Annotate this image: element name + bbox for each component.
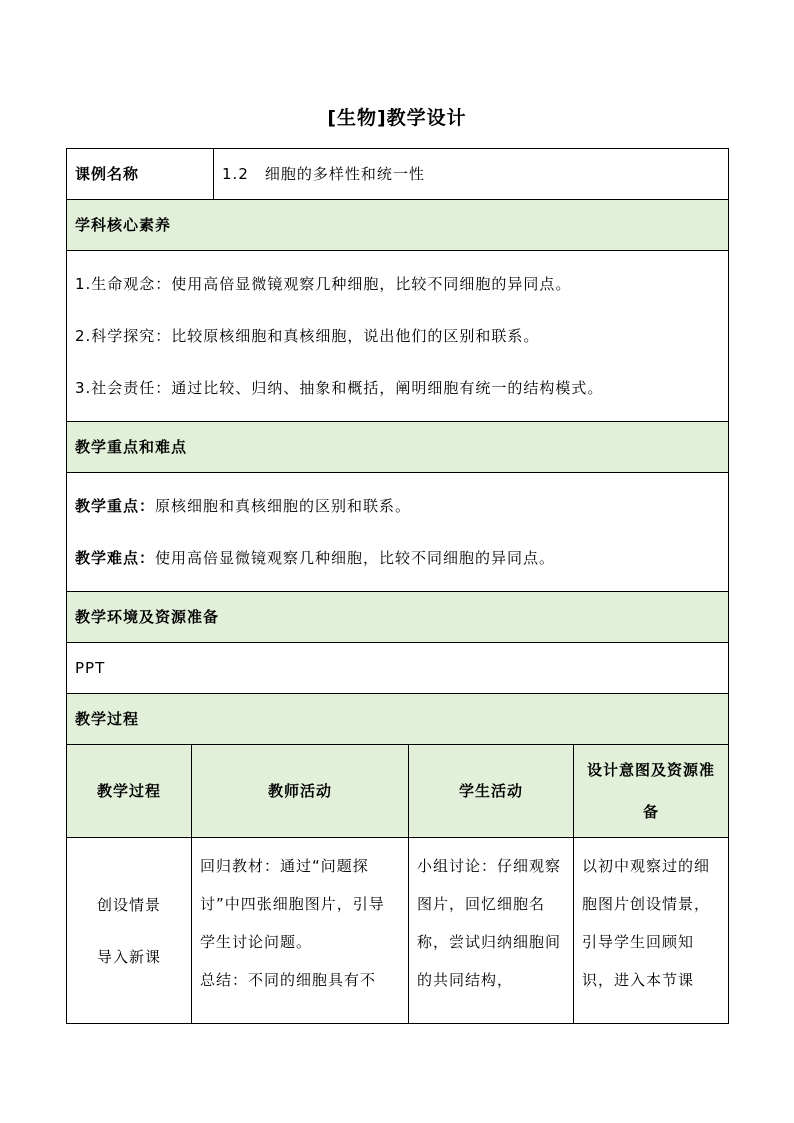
student-activity-cell <box>409 838 574 1024</box>
core-literacy-heading: 学科核心素养 <box>67 200 729 251</box>
teaching-difficulty <box>75 532 720 584</box>
teaching-focus <box>75 480 720 532</box>
teaching-difficulty-label: 教学难点： <box>75 549 156 567</box>
column-header-stage: 教学过程 <box>67 745 192 838</box>
lesson-name-row <box>67 149 729 200</box>
key-points-content-row <box>67 473 729 592</box>
lesson-name-label: 课例名称 <box>67 149 214 200</box>
student-activity-text: 小组讨论：仔细观察图片，回忆细胞名称，尝试归纳细胞间的共同结构， <box>417 857 562 989</box>
key-points-heading-row <box>67 422 729 473</box>
design-intent-text: 以初中观察过的细胞图片创设情景，引导学生回顾知识，进入本节课 <box>582 857 711 989</box>
process-stage-line: 导入新课 <box>96 947 161 966</box>
environment-heading-row <box>67 592 729 643</box>
core-literacy-heading-row <box>67 200 729 251</box>
key-points-heading: 教学重点和难点 <box>67 422 729 473</box>
teacher-activity-summary: 总结：不同的细胞具有不 <box>200 971 377 989</box>
teaching-focus-label: 教学重点： <box>75 497 156 515</box>
process-column-header-row <box>67 745 729 838</box>
teaching-focus-text: 原核细胞和真核细胞的区别和联系。 <box>155 497 412 515</box>
teaching-difficulty-text: 使用高倍显微镜观察几种细胞，比较不同细胞的异同点。 <box>155 549 556 567</box>
column-header-teacher: 教师活动 <box>192 745 409 838</box>
environment-heading: 教学环境及资源准备 <box>67 592 729 643</box>
core-literacy-content <box>67 251 729 422</box>
design-intent-cell <box>574 838 729 1024</box>
column-header-intent: 设计意图及资源准备 <box>574 745 729 838</box>
teacher-activity-cell <box>192 838 409 1024</box>
process-heading-row <box>67 694 729 745</box>
lesson-plan-table <box>66 148 729 1024</box>
environment-content-row <box>67 643 729 694</box>
document-title: [生物]教学设计 <box>327 107 467 129</box>
core-literacy-content-row <box>67 251 729 422</box>
core-literacy-item: 3.社会责任：通过比较、归纳、抽象和概括，阐明细胞有统一的结构模式。 <box>75 379 604 397</box>
process-heading: 教学过程 <box>67 694 729 745</box>
core-literacy-item: 2.科学探究：比较原核细胞和真核细胞，说出他们的区别和联系。 <box>75 327 540 345</box>
column-header-student: 学生活动 <box>409 745 574 838</box>
process-stage-line: 创设情景 <box>96 895 161 914</box>
teacher-activity-text: 回归教材：通过“问题探讨”中四张细胞图片，引导学生讨论问题。 <box>200 857 385 951</box>
lesson-name-value: 1.2 细胞的多样性和统一性 <box>214 149 729 200</box>
key-points-content <box>67 473 729 592</box>
process-stage-cell <box>67 838 192 1024</box>
process-row <box>67 838 729 1024</box>
core-literacy-item: 1.生命观念：使用高倍显微镜观察几种细胞，比较不同细胞的异同点。 <box>75 275 572 293</box>
environment-value: PPT <box>67 643 729 694</box>
